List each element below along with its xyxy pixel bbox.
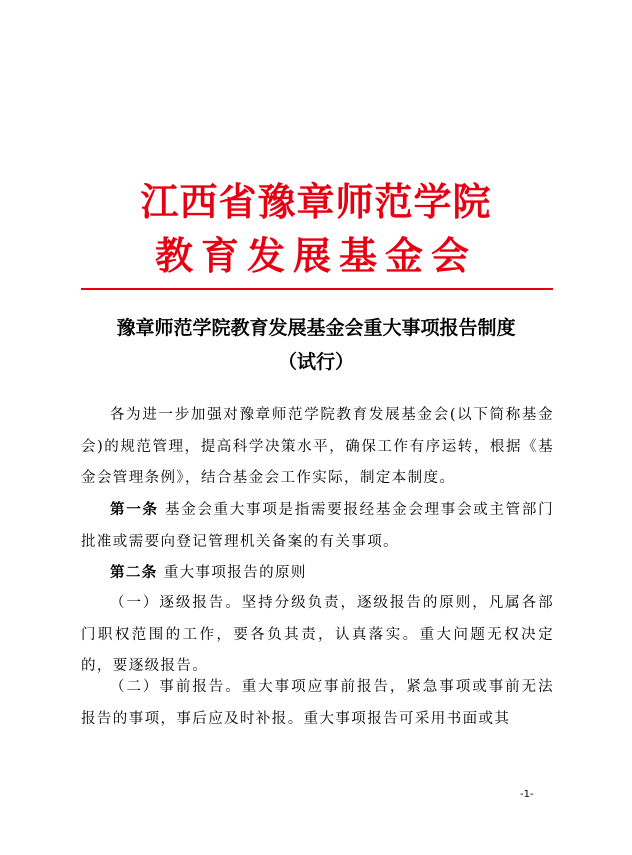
article-2-paragraph bbox=[81, 557, 554, 590]
item-1-paragraph: （一）逐级报告。坚持分级负责，逐级报告的原则，凡属各部门职权范围的工作，要各负其责，认真落实。重大问题无权决定的，要逐级报告。 bbox=[81, 595, 554, 674]
red-divider bbox=[81, 288, 553, 290]
document-subtitle: （试行） bbox=[277, 351, 354, 373]
org-name-line1: 江西省豫章师范学院 bbox=[140, 180, 492, 224]
org-name-line2: 教育发展基金会 bbox=[154, 234, 477, 278]
article-2-text: 重大事项报告的原则 bbox=[157, 565, 307, 581]
article-1-paragraph bbox=[81, 494, 554, 558]
item-2-paragraph: （二）事前报告。重大事项应事前报告，紧急事项或事前无法报告的事项，事后应及时补报。重大事项报告可采用书面或其 bbox=[81, 679, 554, 727]
document-title: 豫章师范学院教育发展基金会重大事项报告制度 bbox=[116, 317, 516, 339]
intro-paragraph: 各为进一步加强对豫章师范学院教育发展基金会(以下简称基金会)的规范管理，提高科学决策水平，确保工作有序运转，根据《基金会管理条例》，结合基金会工作实际，制定本制度。 bbox=[81, 407, 554, 486]
article-1-text: 基金会重大事项是指需要报经基金会理事会或主管部门批准或需要向登记管理机关备案的有关事项。 bbox=[81, 502, 555, 550]
article-1-label: 第一条 bbox=[110, 501, 159, 518]
page-number: -1- bbox=[520, 789, 534, 800]
article-2-label: 第二条 bbox=[110, 564, 158, 581]
